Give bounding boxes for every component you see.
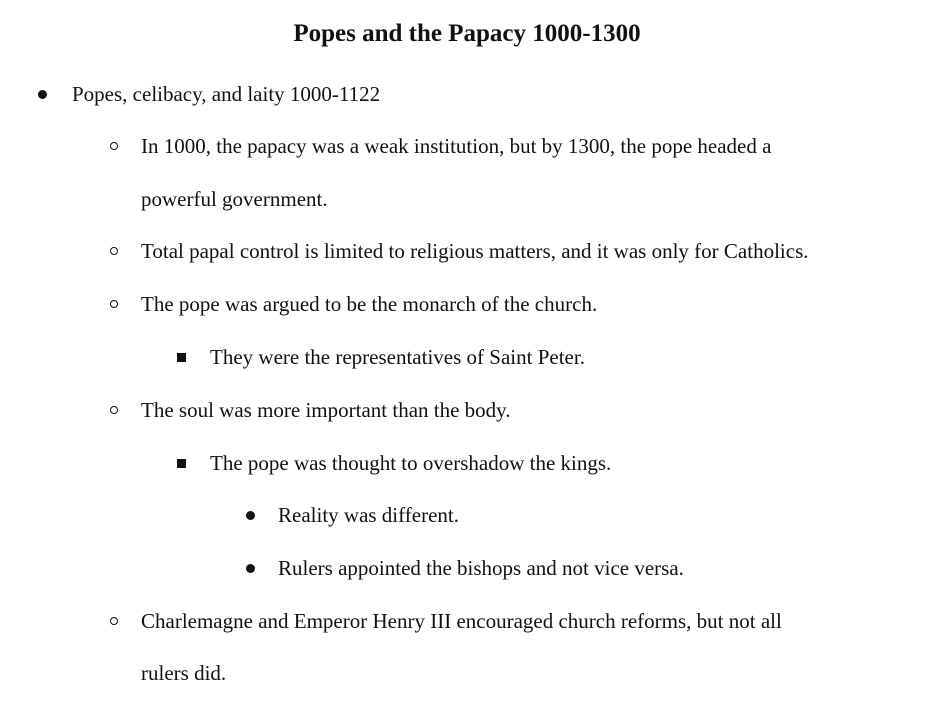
outline-item-text-continuation: powerful government. (141, 187, 328, 211)
outline-item-text: Popes, celibacy, and laity 1000-1122 (72, 82, 381, 106)
outline-item-text: In 1000, the papacy was a weak institution, but by 1300, the pope headed a (141, 134, 772, 158)
disc-bullet-icon (246, 511, 255, 520)
outline-item-text-continuation: rulers did. (141, 661, 227, 685)
outline-item-text: Rulers appointed the bishops and not vice versa. (278, 556, 684, 580)
square-bullet-icon (177, 459, 186, 468)
circle-bullet-icon (110, 300, 118, 308)
circle-bullet-icon (110, 406, 118, 414)
outline-item-text: The pope was thought to overshadow the kings. (210, 451, 612, 475)
document-title: Popes and the Papacy 1000-1300 (293, 20, 641, 47)
disc-bullet-icon (38, 90, 47, 99)
outline-item-text: They were the representatives of Saint Peter. (210, 345, 585, 369)
circle-bullet-icon (110, 247, 118, 255)
outline-item-text: The pope was argued to be the monarch of the church. (141, 292, 598, 316)
square-bullet-icon (177, 353, 186, 362)
circle-bullet-icon (110, 142, 118, 150)
circle-bullet-icon (110, 617, 118, 625)
disc-bullet-icon (246, 564, 255, 573)
outline-item-text: The soul was more important than the body. (141, 398, 511, 422)
outline-item-text: Reality was different. (278, 503, 459, 527)
outline-item-text: Total papal control is limited to religious matters, and it was only for Catholics. (141, 239, 809, 263)
outline-item-text: Charlemagne and Emperor Henry III encouraged church reforms, but not all (141, 609, 782, 633)
